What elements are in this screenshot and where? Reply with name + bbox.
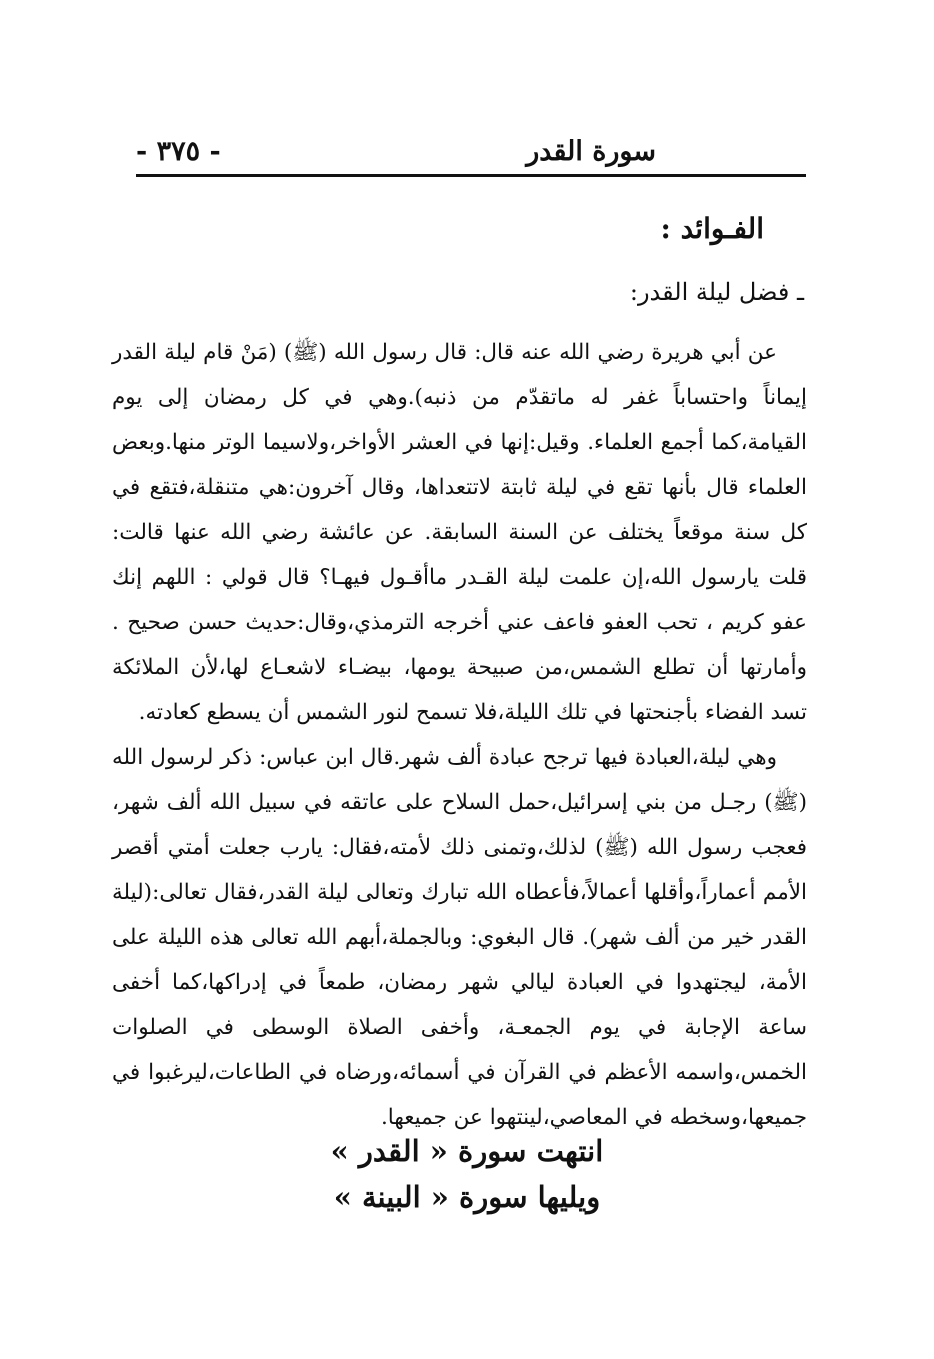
closing-line: ويليها سورة « البينة » xyxy=(333,1180,601,1214)
section-title: الفـوائد : xyxy=(660,212,764,245)
closing-note xyxy=(0,1128,934,1220)
paragraph: وهي ليلة،العبادة فيها ترجح عبادة ألف شهر.قال ابن عباس: ذكر لرسول الله (ﷺ) رجـل من بني إسرائيل،حمل السلاح على عاتقه في سبيل الله ألف شهر، فعجب رسول الله (ﷺ) لذلك،وتمنى ذلك لأمته،فقال: يارب جعلت أمتي أقصر الأمم أعماراً،وأقلها أعمالاً،فأعطاه الله تبارك وتعالى ليلة القدر،فقال تعالى:(ليلة القدر خير من ألف شهر). قال البغوي: وبالجملة،أبهم الله تعالى هذه الليلة على الأمة، ليجتهدوا في العبادة ليالي شهر رمضان، طمعاً في إدراكها،كما أخفى ساعة الإجابة في يوم الجمعـة، وأخفى الصلاة الوسطى في الصلوات الخمس،واسمه الأعظم في القرآن في أسمائه،ورضاه في الطاعات،ليرغبوا في جميعها،وسخطه في المعاصي،لينتهوا عن جميعها. xyxy=(112,745,807,1130)
body-text xyxy=(112,330,807,1140)
paragraph: عن أبي هريرة رضي الله عنه قال: قال رسول الله (ﷺ) (مَنْ قام ليلة القدر إيماناً واحتساباً غفر له ماتقدّم من ذنبه).وهي في كل رمضان إلى يوم القيامة،كما أجمع العلماء. وقيل:إنها في العشر الأواخر،ولاسيما الوتر منها.وبعض العلماء قال بأنها تقع في ليلة ثابتة لاتتعداها، وقال آخرون:هي متنقلة،فتقع في كل سنة موقعاً يختلف عن السنة السابقة. عن عائشة رضي الله عنها قالت: قلت يارسول الله،إن علمت ليلة القـدر ماأقـول فيهـا؟ قال قولي : اللهم إنك عفو كريم ، تحب العفو فاعف عني أخرجه الترمذي،وقال:حديث حسن صحيح . وأمارتها أن تطلع الشمس،من صبيحة يومها، بيضـاء لاشعـاع لها،لأن الملائكة تسد الفضاء بأجنحتها في تلك الليلة،فلا تسمح لنور الشمس أن يسطع كعادته. xyxy=(112,340,807,725)
running-title: سورة القدر xyxy=(526,136,656,167)
header-divider xyxy=(136,174,806,177)
page-number: - ٣٧٥ - xyxy=(136,136,221,167)
closing-line: انتهت سورة « القدر » xyxy=(330,1134,604,1168)
page-header xyxy=(136,128,806,176)
subheading: ـ فضل ليلة القدر: xyxy=(629,278,804,306)
